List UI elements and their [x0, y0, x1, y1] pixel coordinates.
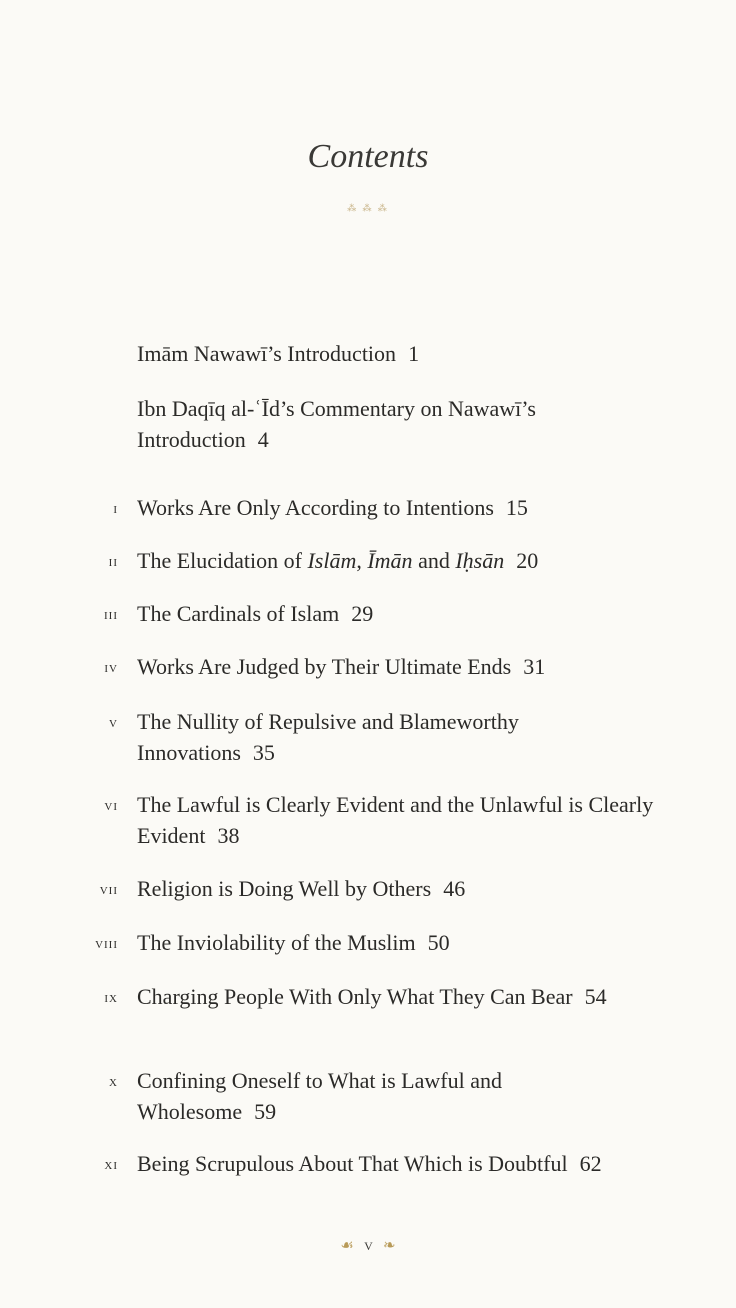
page-number: 50: [427, 930, 450, 955]
chapter-number: x: [109, 1074, 118, 1090]
chapter-title: The Elucidation of Islām, Īmān and Iḥsān 20: [137, 548, 539, 573]
chapter-number: ii: [108, 554, 118, 570]
chapter-title: The Inviolability of the Muslim 50: [137, 930, 450, 955]
chapter-title: Imām Nawawī’s Introduction 1: [137, 341, 420, 366]
chapter-title: Being Scrupulous About That Which is Doubtful 62: [137, 1151, 602, 1176]
chapter-title: Works Are Only According to Intentions 15: [137, 495, 528, 520]
page-number: 20: [516, 548, 539, 573]
chapter-title: The Cardinals of Islam 29: [137, 601, 374, 626]
chapter-title: Works Are Judged by Their Ultimate Ends 31: [137, 654, 546, 679]
chapter-title: Charging People With Only What They Can Bear 54: [137, 984, 607, 1009]
page-number: 54: [584, 984, 607, 1009]
page-number: 35: [252, 740, 275, 765]
page-number: 29: [351, 601, 374, 626]
left-fleuron-icon: ☙: [340, 1238, 354, 1254]
right-fleuron-icon: ❧: [383, 1238, 396, 1254]
folio-number: v: [364, 1235, 373, 1254]
chapter-number: i: [113, 501, 118, 517]
page-number: 38: [217, 823, 240, 848]
page-title: Contents: [307, 138, 429, 175]
chapter-number: vii: [99, 882, 118, 898]
chapter-number: ix: [104, 990, 118, 1006]
chapter-title: Religion is Doing Well by Others 46: [137, 876, 466, 901]
title-ornament: ⁂ ⁂ ⁂: [347, 203, 389, 213]
page-number: 62: [579, 1151, 602, 1176]
chapter-number: iii: [104, 607, 118, 623]
chapter-title: The Lawful is Clearly Evident and the Unlawful is Clearly Evident 38: [137, 792, 654, 848]
chapter-number: v: [109, 715, 118, 731]
page-number: 46: [443, 876, 466, 901]
chapter-title: Ibn Daqīq al-ʿĪd’s Commentary on Nawawī’s Introduction 4: [137, 396, 536, 452]
chapter-number: xi: [104, 1157, 118, 1173]
page-number: 59: [254, 1099, 277, 1124]
page-number: 4: [257, 427, 269, 452]
page-number: 15: [505, 495, 528, 520]
chapter-number: viii: [95, 936, 118, 952]
chapter-title: Confining Oneself to What is Lawful and Wholesome 59: [137, 1068, 502, 1124]
page-number: 31: [523, 654, 546, 679]
chapter-number: iv: [104, 660, 118, 676]
chapter-number: vi: [104, 798, 118, 814]
chapter-title: The Nullity of Repulsive and Blameworthy Innovations 35: [137, 709, 519, 765]
page-number: 1: [408, 341, 420, 366]
page-folio: [0, 1235, 736, 1255]
